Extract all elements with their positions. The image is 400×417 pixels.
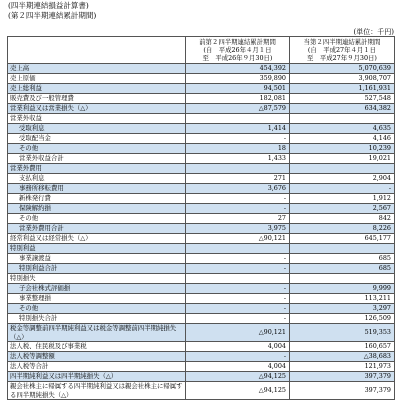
row-label: 特別利益合計: [8, 264, 186, 274]
table-row: [8, 352, 395, 362]
table-row: [8, 342, 395, 352]
prev-period-value: -: [186, 294, 290, 304]
prev-period-value: 1,414: [186, 124, 290, 134]
row-label: 売上原価: [8, 74, 186, 84]
curr-period-value: [290, 114, 395, 124]
table-row: [8, 234, 395, 244]
table-row: [8, 174, 395, 184]
column-header-prev-period: [186, 37, 290, 64]
statement-title: (四半期連結損益計算書): [8, 1, 89, 10]
column-header-prev-line: (自 平成26年４月１日: [203, 46, 272, 54]
row-label: 営業外収益合計: [8, 154, 186, 164]
column-header-curr-period: [290, 37, 395, 64]
prev-period-value: [186, 114, 290, 124]
prev-period-value: 182,081: [186, 94, 290, 104]
table-row: [8, 254, 395, 264]
table-row: [8, 224, 395, 234]
table-row: [8, 324, 395, 342]
curr-period-value: 634,382: [290, 104, 395, 114]
row-label: 売上高: [8, 64, 186, 74]
row-label: 子会社株式評価損: [8, 284, 186, 294]
curr-period-value: 19,021: [290, 154, 395, 164]
table-row: [8, 264, 395, 274]
unit-label: (単位：千円): [353, 28, 394, 36]
prev-period-value: 454,392: [186, 64, 290, 74]
curr-period-value: 8,226: [290, 224, 395, 234]
curr-period-value: 2,904: [290, 174, 395, 184]
table-row: [8, 274, 395, 284]
curr-period-value: 4,635: [290, 124, 395, 134]
prev-period-value: 4,004: [186, 362, 290, 372]
prev-period-value: 359,890: [186, 74, 290, 84]
curr-period-value: △38,683: [290, 352, 395, 362]
row-label: 事業譲渡益: [8, 254, 186, 264]
row-label: 事業整理損: [8, 294, 186, 304]
row-label: 特別利益: [8, 244, 186, 254]
prev-period-value: △87,579: [186, 104, 290, 114]
curr-period-value: 685: [290, 264, 395, 274]
table-row: [8, 144, 395, 154]
prev-period-value: -: [186, 352, 290, 362]
row-label: 受取利息: [8, 124, 186, 134]
row-label: その他: [8, 144, 186, 154]
prev-period-value: -: [186, 304, 290, 314]
curr-period-value: 160,657: [290, 342, 395, 352]
table-row: [8, 204, 395, 214]
row-label: 親会社株主に帰属する四半期純利益又は親会社株主に帰属する四半期純損失（△）: [8, 382, 186, 400]
table-row: [8, 124, 395, 134]
table-row: [8, 94, 395, 104]
curr-period-value: 4,146: [290, 134, 395, 144]
curr-period-value: 1,912: [290, 194, 395, 204]
prev-period-value: 1,433: [186, 154, 290, 164]
curr-period-value: 9,999: [290, 284, 395, 294]
table-row: [8, 84, 395, 94]
table-row: [8, 134, 395, 144]
column-header-prev-line: 至 平成26年９月30日): [202, 54, 273, 62]
table-row: [8, 304, 395, 314]
prev-period-value: 18: [186, 144, 290, 154]
table-row: [8, 372, 395, 382]
prev-period-value: 27: [186, 214, 290, 224]
prev-period-value: -: [186, 264, 290, 274]
curr-period-value: [290, 164, 395, 174]
table-row: [8, 184, 395, 194]
curr-period-value: 1,161,931: [290, 84, 395, 94]
table-row: [8, 64, 395, 74]
prev-period-value: [186, 244, 290, 254]
table-row: [8, 194, 395, 204]
curr-period-value: 397,379: [290, 382, 395, 400]
curr-period-value: 519,353: [290, 324, 395, 342]
table-row: [8, 362, 395, 372]
prev-period-value: 4,004: [186, 342, 290, 352]
prev-period-value: -: [186, 254, 290, 264]
curr-period-value: 645,177: [290, 234, 395, 244]
statement-subtitle: (第２四半期連結累計期間): [8, 11, 97, 20]
curr-period-value: 126,509: [290, 314, 395, 324]
prev-period-value: -: [186, 204, 290, 214]
row-label: 営業外収益: [8, 114, 186, 124]
curr-period-value: 685: [290, 254, 395, 264]
curr-period-value: 113,211: [290, 294, 395, 304]
row-label: 売上総利益: [8, 84, 186, 94]
row-label: 法人税、住民税及び事業税: [8, 342, 186, 352]
row-label: 営業利益又は営業損失（△）: [8, 104, 186, 114]
prev-period-value: △94,125: [186, 382, 290, 400]
table-row: [8, 382, 395, 400]
curr-period-value: [290, 244, 395, 254]
curr-period-value: 527,548: [290, 94, 395, 104]
row-label: 新株発行費: [8, 194, 186, 204]
column-header-blank: [8, 37, 186, 64]
row-label: その他: [8, 304, 186, 314]
curr-period-value: 3,908,707: [290, 74, 395, 84]
prev-period-value: 271: [186, 174, 290, 184]
prev-period-value: -: [186, 284, 290, 294]
prev-period-value: -: [186, 134, 290, 144]
table-row: [8, 294, 395, 304]
prev-period-value: △90,121: [186, 324, 290, 342]
table-row: [8, 314, 395, 324]
curr-period-value: 10,239: [290, 144, 395, 154]
table-row: [8, 104, 395, 114]
prev-period-value: 3,975: [186, 224, 290, 234]
table-row: [8, 244, 395, 254]
curr-period-value: 842: [290, 214, 395, 224]
table-row: [8, 164, 395, 174]
column-header-curr-line: 至 平成27年９月30日): [307, 54, 377, 62]
column-header-curr-line: 当第２四半期連結累計期間: [303, 38, 381, 46]
row-label: 受取配当金: [8, 134, 186, 144]
curr-period-value: 3,297: [290, 304, 395, 314]
table-row: [8, 284, 395, 294]
prev-period-value: △90,121: [186, 234, 290, 244]
row-label: 税金等調整前四半期純利益又は税金等調整前四半期純損失（△）: [8, 324, 186, 342]
row-label: 販売費及び一般管理費: [8, 94, 186, 104]
row-label: 法人税等調整額: [8, 352, 186, 362]
prev-period-value: 3,676: [186, 184, 290, 194]
row-label: 四半期純利益又は四半期純損失（△）: [8, 372, 186, 382]
row-label: 経常利益又は経常損失（△）: [8, 234, 186, 244]
column-header-curr-line: (自 平成27年４月１日: [307, 46, 377, 54]
column-header-prev-line: 前第２四半期連結累計期間: [199, 38, 276, 46]
table-row: [8, 154, 395, 164]
curr-period-value: 397,379: [290, 372, 395, 382]
row-label: その他: [8, 214, 186, 224]
prev-period-value: -: [186, 314, 290, 324]
prev-period-value: △94,125: [186, 372, 290, 382]
table-row: [8, 74, 395, 84]
table-row: [8, 214, 395, 224]
table-row: [8, 114, 395, 124]
prev-period-value: [186, 274, 290, 284]
row-label: 特別損失: [8, 274, 186, 284]
row-label: 事務所移転費用: [8, 184, 186, 194]
curr-period-value: [290, 274, 395, 284]
prev-period-value: 94,501: [186, 84, 290, 94]
curr-period-value: 5,070,639: [290, 64, 395, 74]
column-header-row: [8, 37, 395, 64]
curr-period-value: -: [290, 184, 395, 194]
row-label: 支払利息: [8, 174, 186, 184]
prev-period-value: [186, 164, 290, 174]
prev-period-value: -: [186, 194, 290, 204]
curr-period-value: 2,567: [290, 204, 395, 214]
curr-period-value: 121,973: [290, 362, 395, 372]
row-label: 保険解約損: [8, 204, 186, 214]
income-statement-table: [7, 36, 395, 400]
row-label: 特別損失合計: [8, 314, 186, 324]
row-label: 営業外費用: [8, 164, 186, 174]
row-label: 法人税等合計: [8, 362, 186, 372]
row-label: 営業外費用合計: [8, 224, 186, 234]
